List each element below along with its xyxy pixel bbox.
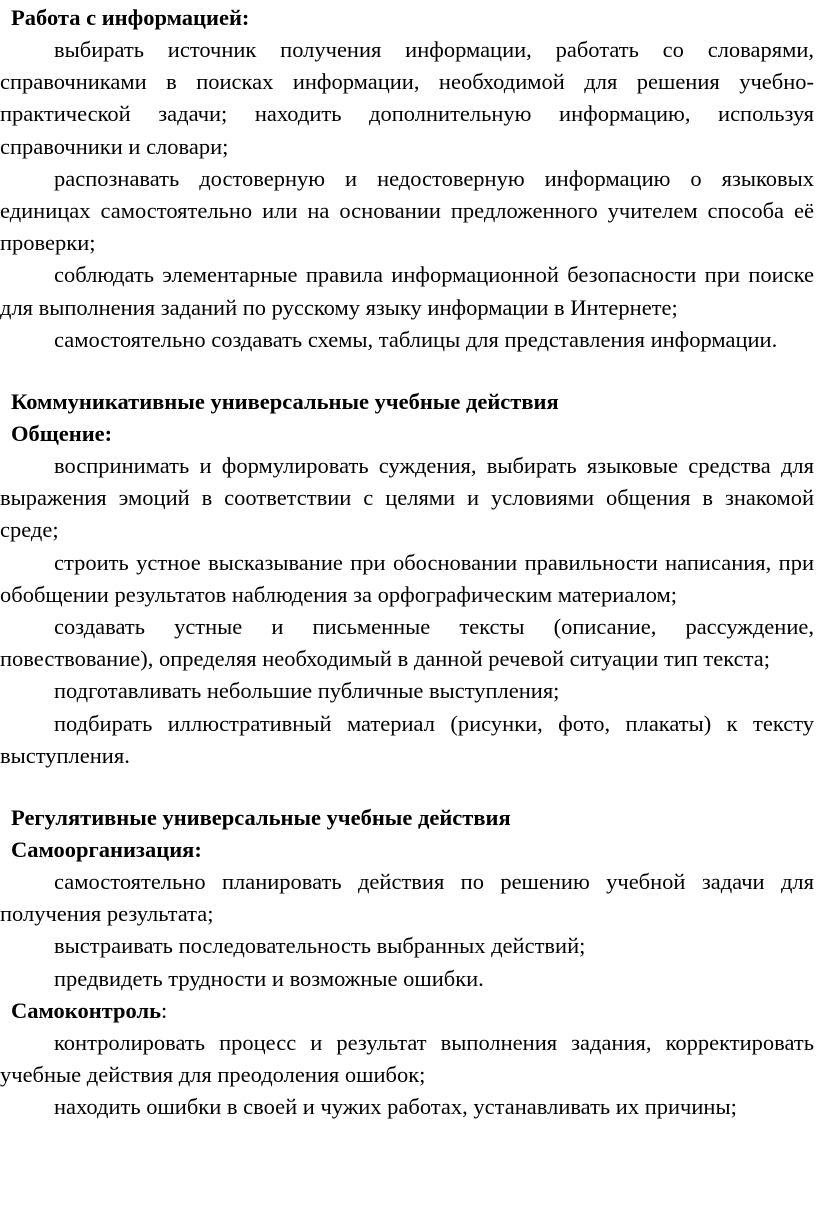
- info-item-4: самостоятельно создавать схемы, таблицы для представления информации.: [54, 326, 778, 352]
- section-spacer: [0, 356, 816, 386]
- self-organization-subheading: Самоорганизация:: [11, 837, 202, 863]
- self-control-label: Самоконтроль: [11, 997, 161, 1023]
- info-item-3: соблюдать элементарные правила информационной безопасности при поиске для выполнения заданий по русскому языку информации в Интернете;: [0, 262, 814, 320]
- communication-item-1: воспринимать и формулировать суждения, выбирать языковые средства для выражения эмоций в соответствии с целями и условиями общения в знакомой среде;: [0, 453, 814, 543]
- communication-subheading: Общение:: [11, 421, 113, 447]
- self-organization-item-3: предвидеть трудности и возможные ошибки.: [54, 965, 484, 991]
- self-control-colon: :: [160, 997, 168, 1023]
- self-control-item-2: находить ошибки в своей и чужих работах, устанавливать их причины;: [54, 1094, 737, 1120]
- communication-item-4: подготавливать небольшие публичные выступления;: [54, 678, 560, 704]
- communicative-title: Коммуникативные универсальные учебные действия: [11, 389, 559, 415]
- regulative-title: Регулятивные универсальные учебные действия: [11, 805, 511, 831]
- self-organization-item-1: самостоятельно планировать действия по решению учебной задачи для получения результата;: [0, 869, 814, 927]
- info-item-2: распознавать достоверную и недостоверную информацию о языковых единицах самостоятельно или на основании предложенного учителем способа её проверки;: [0, 165, 814, 256]
- self-control-subheading: [0, 995, 816, 1027]
- communication-item-2: строить устное высказывание при обосновании правильности написания, при обобщении результатов наблюдения за орфографическим материалом;: [0, 549, 814, 607]
- info-heading: Работа с информацией:: [11, 5, 250, 30]
- info-item-1: выбирать источник получения информации, работать со словарями, справочниками в поисках информации, необходимой для решения учебно-практической задачи; находить дополнительную информацию, используя справочники и словари;: [0, 37, 814, 159]
- communication-item-3: создавать устные и письменные тексты (описание, рассуждение, повествование), определяя необходимый в данной речевой ситуации тип текста;: [0, 614, 814, 672]
- self-organization-item-2: выстраивать последовательность выбранных действий;: [54, 933, 586, 959]
- self-control-item-1: контролировать процесс и результат выполнения задания, корректировать учебные действия для преодоления ошибок;: [0, 1029, 814, 1088]
- section-spacer: [0, 772, 816, 802]
- communication-item-5: подбирать иллюстративный материал (рисунки, фото, плакаты) к тексту выступления.: [0, 710, 814, 768]
